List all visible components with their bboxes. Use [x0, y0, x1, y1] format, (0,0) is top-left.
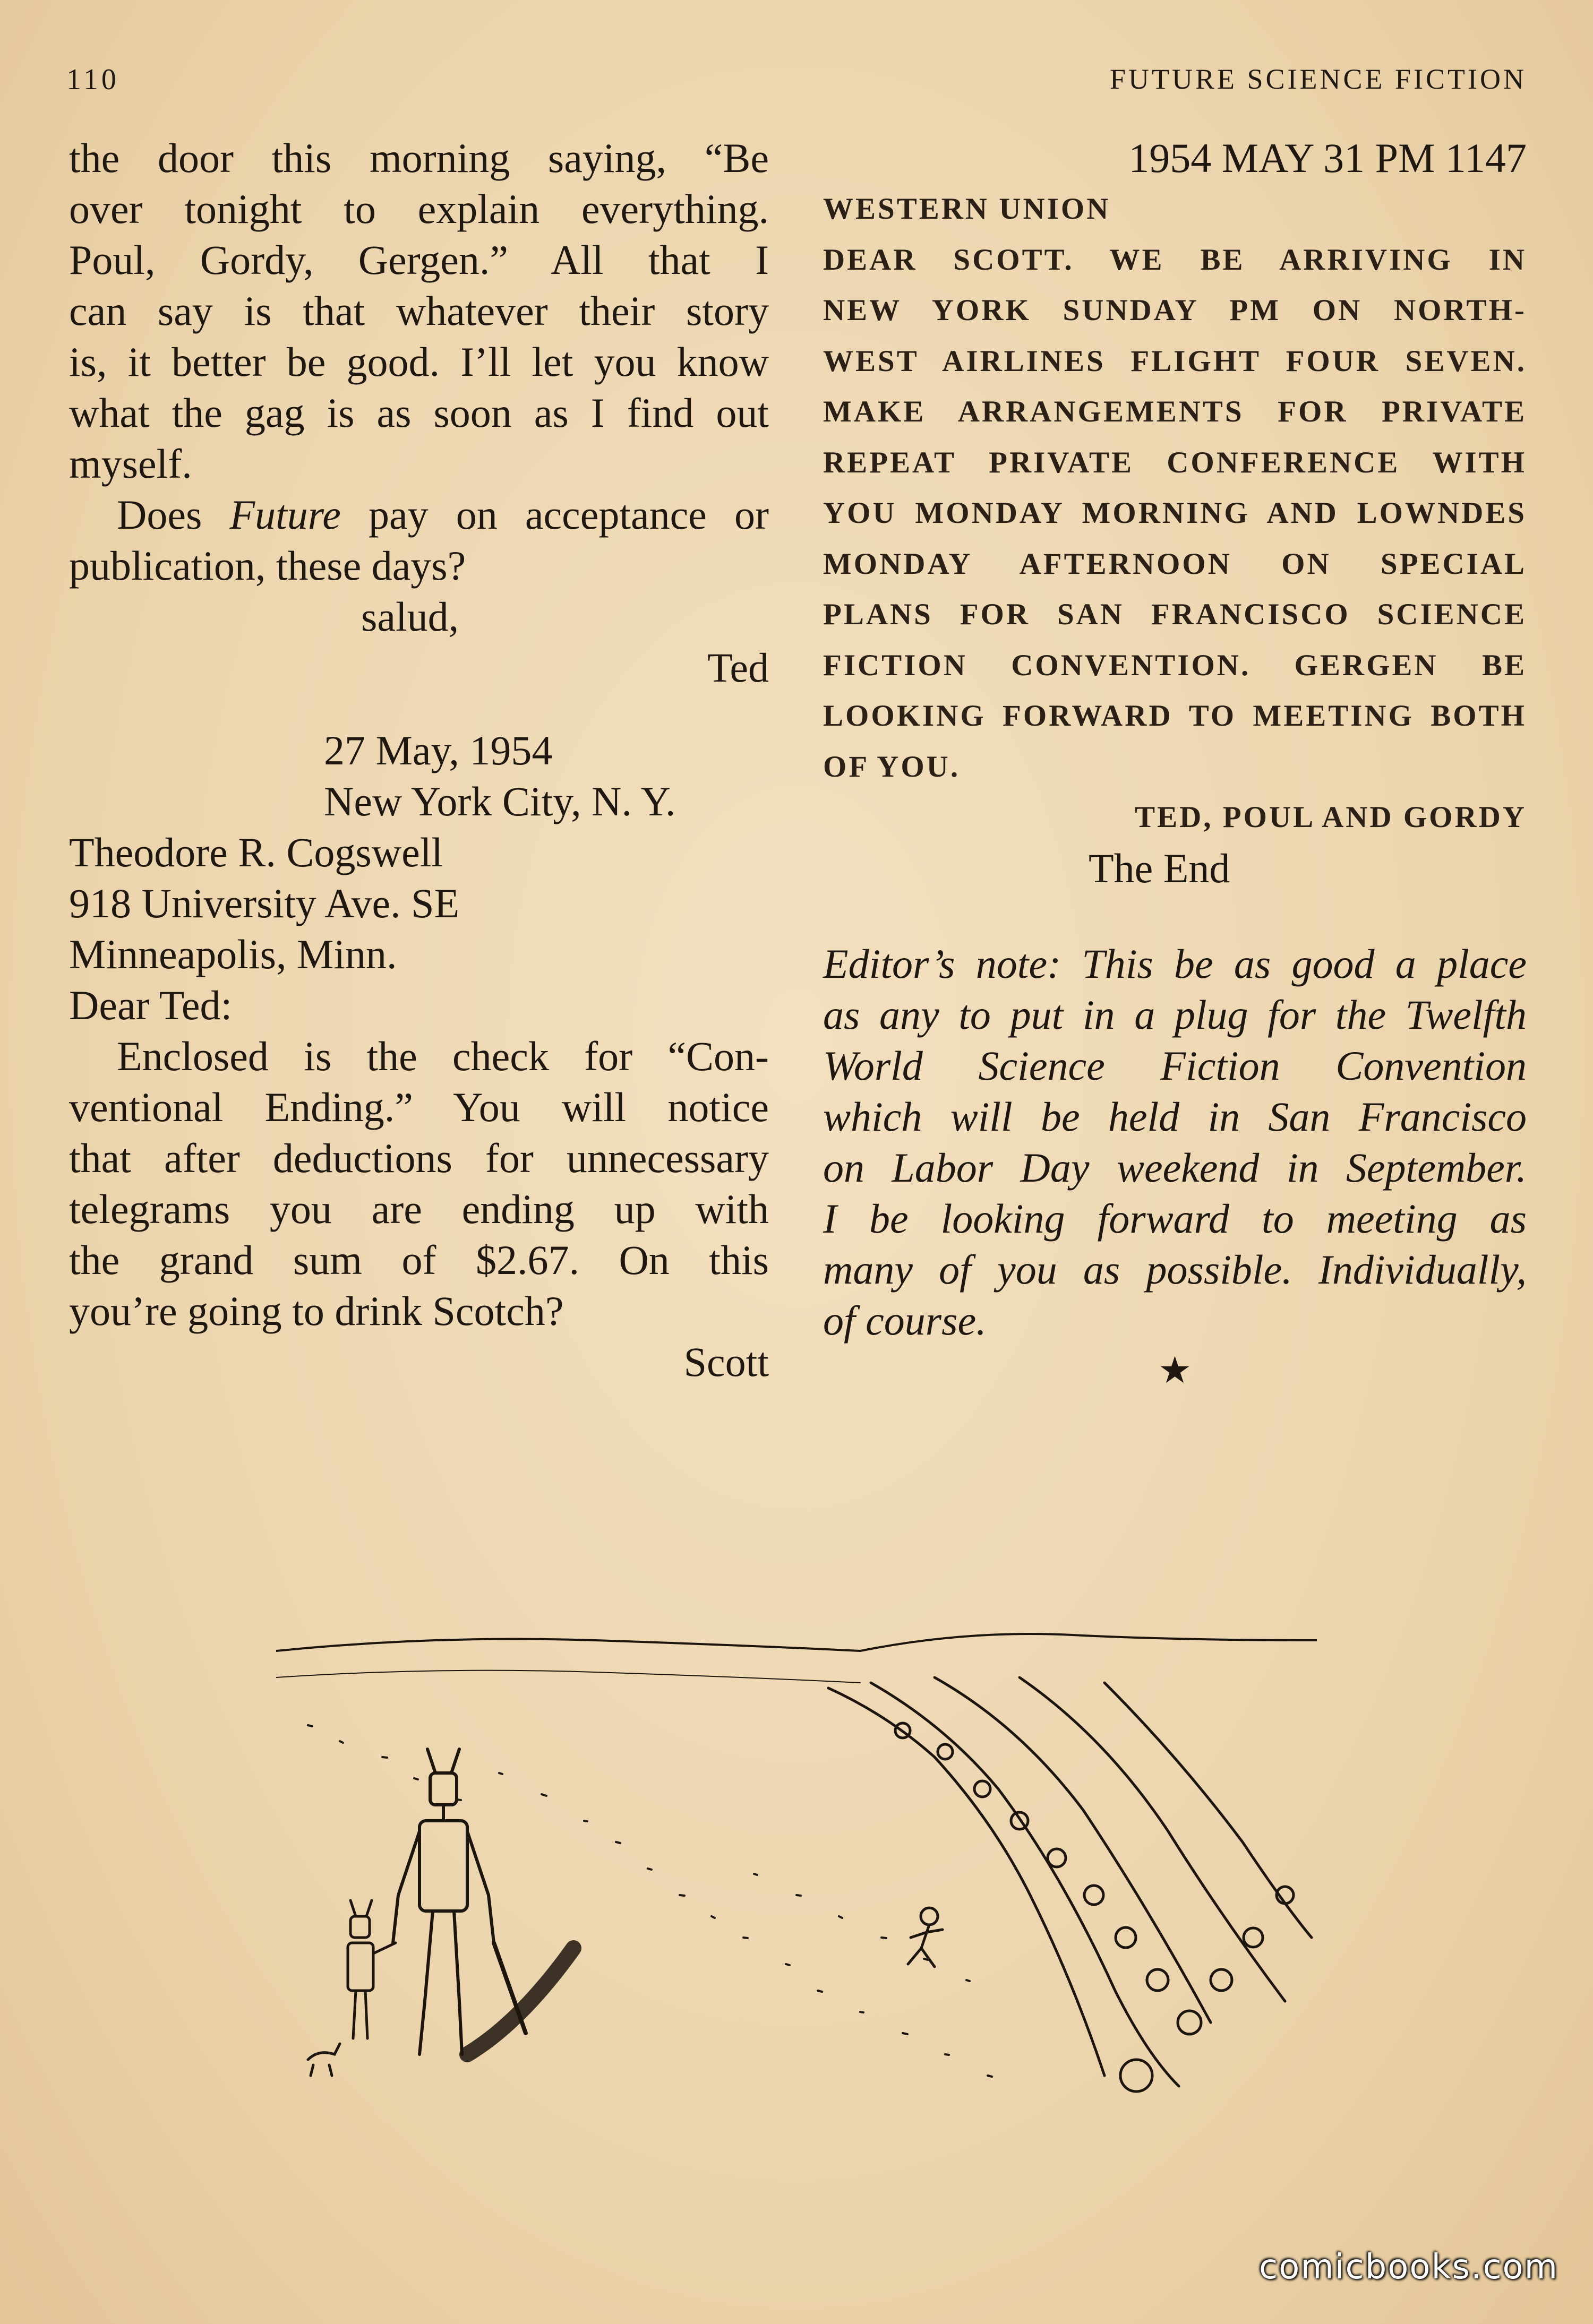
- letter-place: New York City, N. Y.: [324, 778, 676, 824]
- address-line: Theodore R. Cogswell: [69, 829, 443, 875]
- right-column: [823, 133, 1527, 1392]
- telegram-signature: TED, POUL AND GORDY: [1135, 801, 1527, 834]
- telegram-line: YOU MONDAY MORNING AND LOWNDES: [823, 496, 1527, 530]
- telegram-line: NEW YORK SUNDAY PM ON NORTH-: [823, 294, 1527, 327]
- salutation: Dear Ted:: [69, 982, 233, 1028]
- text-line: the grand sum of $2.67. On this: [69, 1237, 769, 1283]
- robot-shadow: [467, 1948, 573, 2054]
- ground-marks: [308, 1725, 992, 2077]
- editors-note: [823, 939, 1527, 1346]
- telegram-line: DEAR SCOTT. WE BE ARRIVING IN: [823, 243, 1527, 277]
- page-header: [66, 63, 1527, 105]
- running-crowd: [828, 1677, 1312, 2091]
- closing: salud,: [361, 593, 459, 640]
- text-line: publication, these days?: [69, 543, 466, 589]
- note-line: Editor’s note: This be as good a place: [823, 940, 1527, 987]
- left-column: [69, 133, 769, 1388]
- text-line: Enclosed is the check for “Con-: [117, 1033, 769, 1079]
- letter-paragraph-1: [69, 133, 769, 489]
- page-number: 110: [66, 63, 119, 96]
- telegram-line: WEST AIRLINES FLIGHT FOUR SEVEN.: [823, 344, 1527, 378]
- text-line: that after deductions for unnecessary: [69, 1135, 769, 1181]
- text-line: the door this morning saying, “Be: [69, 135, 769, 181]
- note-line: many of you as possible. Individually,: [823, 1246, 1527, 1293]
- telegram-line: PLANS FOR SAN FRANCISCO SCIENCE: [823, 598, 1527, 631]
- text-line: over tonight to explain everything.: [69, 186, 769, 232]
- signature-ted: Ted: [707, 644, 769, 691]
- telegram-timestamp: 1954 MAY 31 PM 1147: [1128, 135, 1527, 181]
- telegram: [823, 184, 1527, 843]
- telegram-line: MONDAY AFTERNOON ON SPECIAL: [823, 547, 1527, 581]
- telegram-sender: WESTERN UNION: [823, 192, 1111, 226]
- running-head: FUTURE SCIENCE FICTION: [1109, 63, 1527, 95]
- letter-paragraph-3: [69, 1031, 769, 1337]
- note-line: I be looking forward to meeting as: [823, 1195, 1527, 1242]
- letter-date: 27 May, 1954: [324, 727, 553, 773]
- text-line: can say is that whatever their story: [69, 288, 769, 334]
- letter-dateline: [69, 725, 769, 827]
- address-block: [69, 827, 769, 980]
- note-line: on Labor Day weekend in September.: [823, 1144, 1527, 1191]
- distant-crowd: [276, 1634, 1317, 1683]
- the-end: The End: [1089, 845, 1230, 891]
- text-line: Poul, Gordy, Gergen.” All that I: [69, 237, 769, 283]
- address-line: Minneapolis, Minn.: [69, 931, 397, 977]
- address-line: 918 University Ave. SE: [69, 880, 460, 926]
- note-line: World Science Fiction Convention: [823, 1042, 1527, 1089]
- tall-robot-figure: [393, 1749, 526, 2054]
- text-line: you’re going to drink Scotch?: [69, 1288, 564, 1334]
- text-line: telegrams you are ending up with: [69, 1186, 769, 1232]
- text-line: is, it better be good. I’ll let you know: [69, 339, 769, 385]
- note-line: of course.: [823, 1297, 987, 1344]
- text-line: myself.: [69, 441, 192, 487]
- text-line: ventional Ending.” You will notice: [69, 1084, 769, 1130]
- telegram-line: FICTION CONVENTION. GERGEN BE: [823, 648, 1527, 682]
- telegram-line: OF YOU.: [823, 750, 961, 784]
- telegram-line: REPEAT PRIVATE CONFERENCE WITH: [823, 445, 1527, 479]
- running-child-figure: [908, 1908, 943, 1967]
- magazine-name: Future: [229, 492, 341, 538]
- watermark: comicbooks.com: [1258, 2248, 1558, 2287]
- robots-and-crowd-illustration: [276, 1619, 1317, 2107]
- signature-scott: Scott: [683, 1339, 769, 1385]
- note-line: which will be held in San Francisco: [823, 1093, 1527, 1140]
- text-line: what the gag is as soon as I find out: [69, 390, 769, 436]
- text-line: Does Future pay on acceptance or: [117, 492, 769, 538]
- letter-paragraph-2: [69, 489, 769, 591]
- note-line: as any to put in a plug for the Twelfth: [823, 991, 1527, 1038]
- small-dog-figure: [308, 2044, 340, 2076]
- telegram-line: LOOKING FORWARD TO MEETING BOTH: [823, 699, 1527, 733]
- star-icon: ★: [1158, 1350, 1192, 1391]
- small-robot-figure: [348, 1900, 396, 2038]
- telegram-line: MAKE ARRANGEMENTS FOR PRIVATE: [823, 395, 1527, 428]
